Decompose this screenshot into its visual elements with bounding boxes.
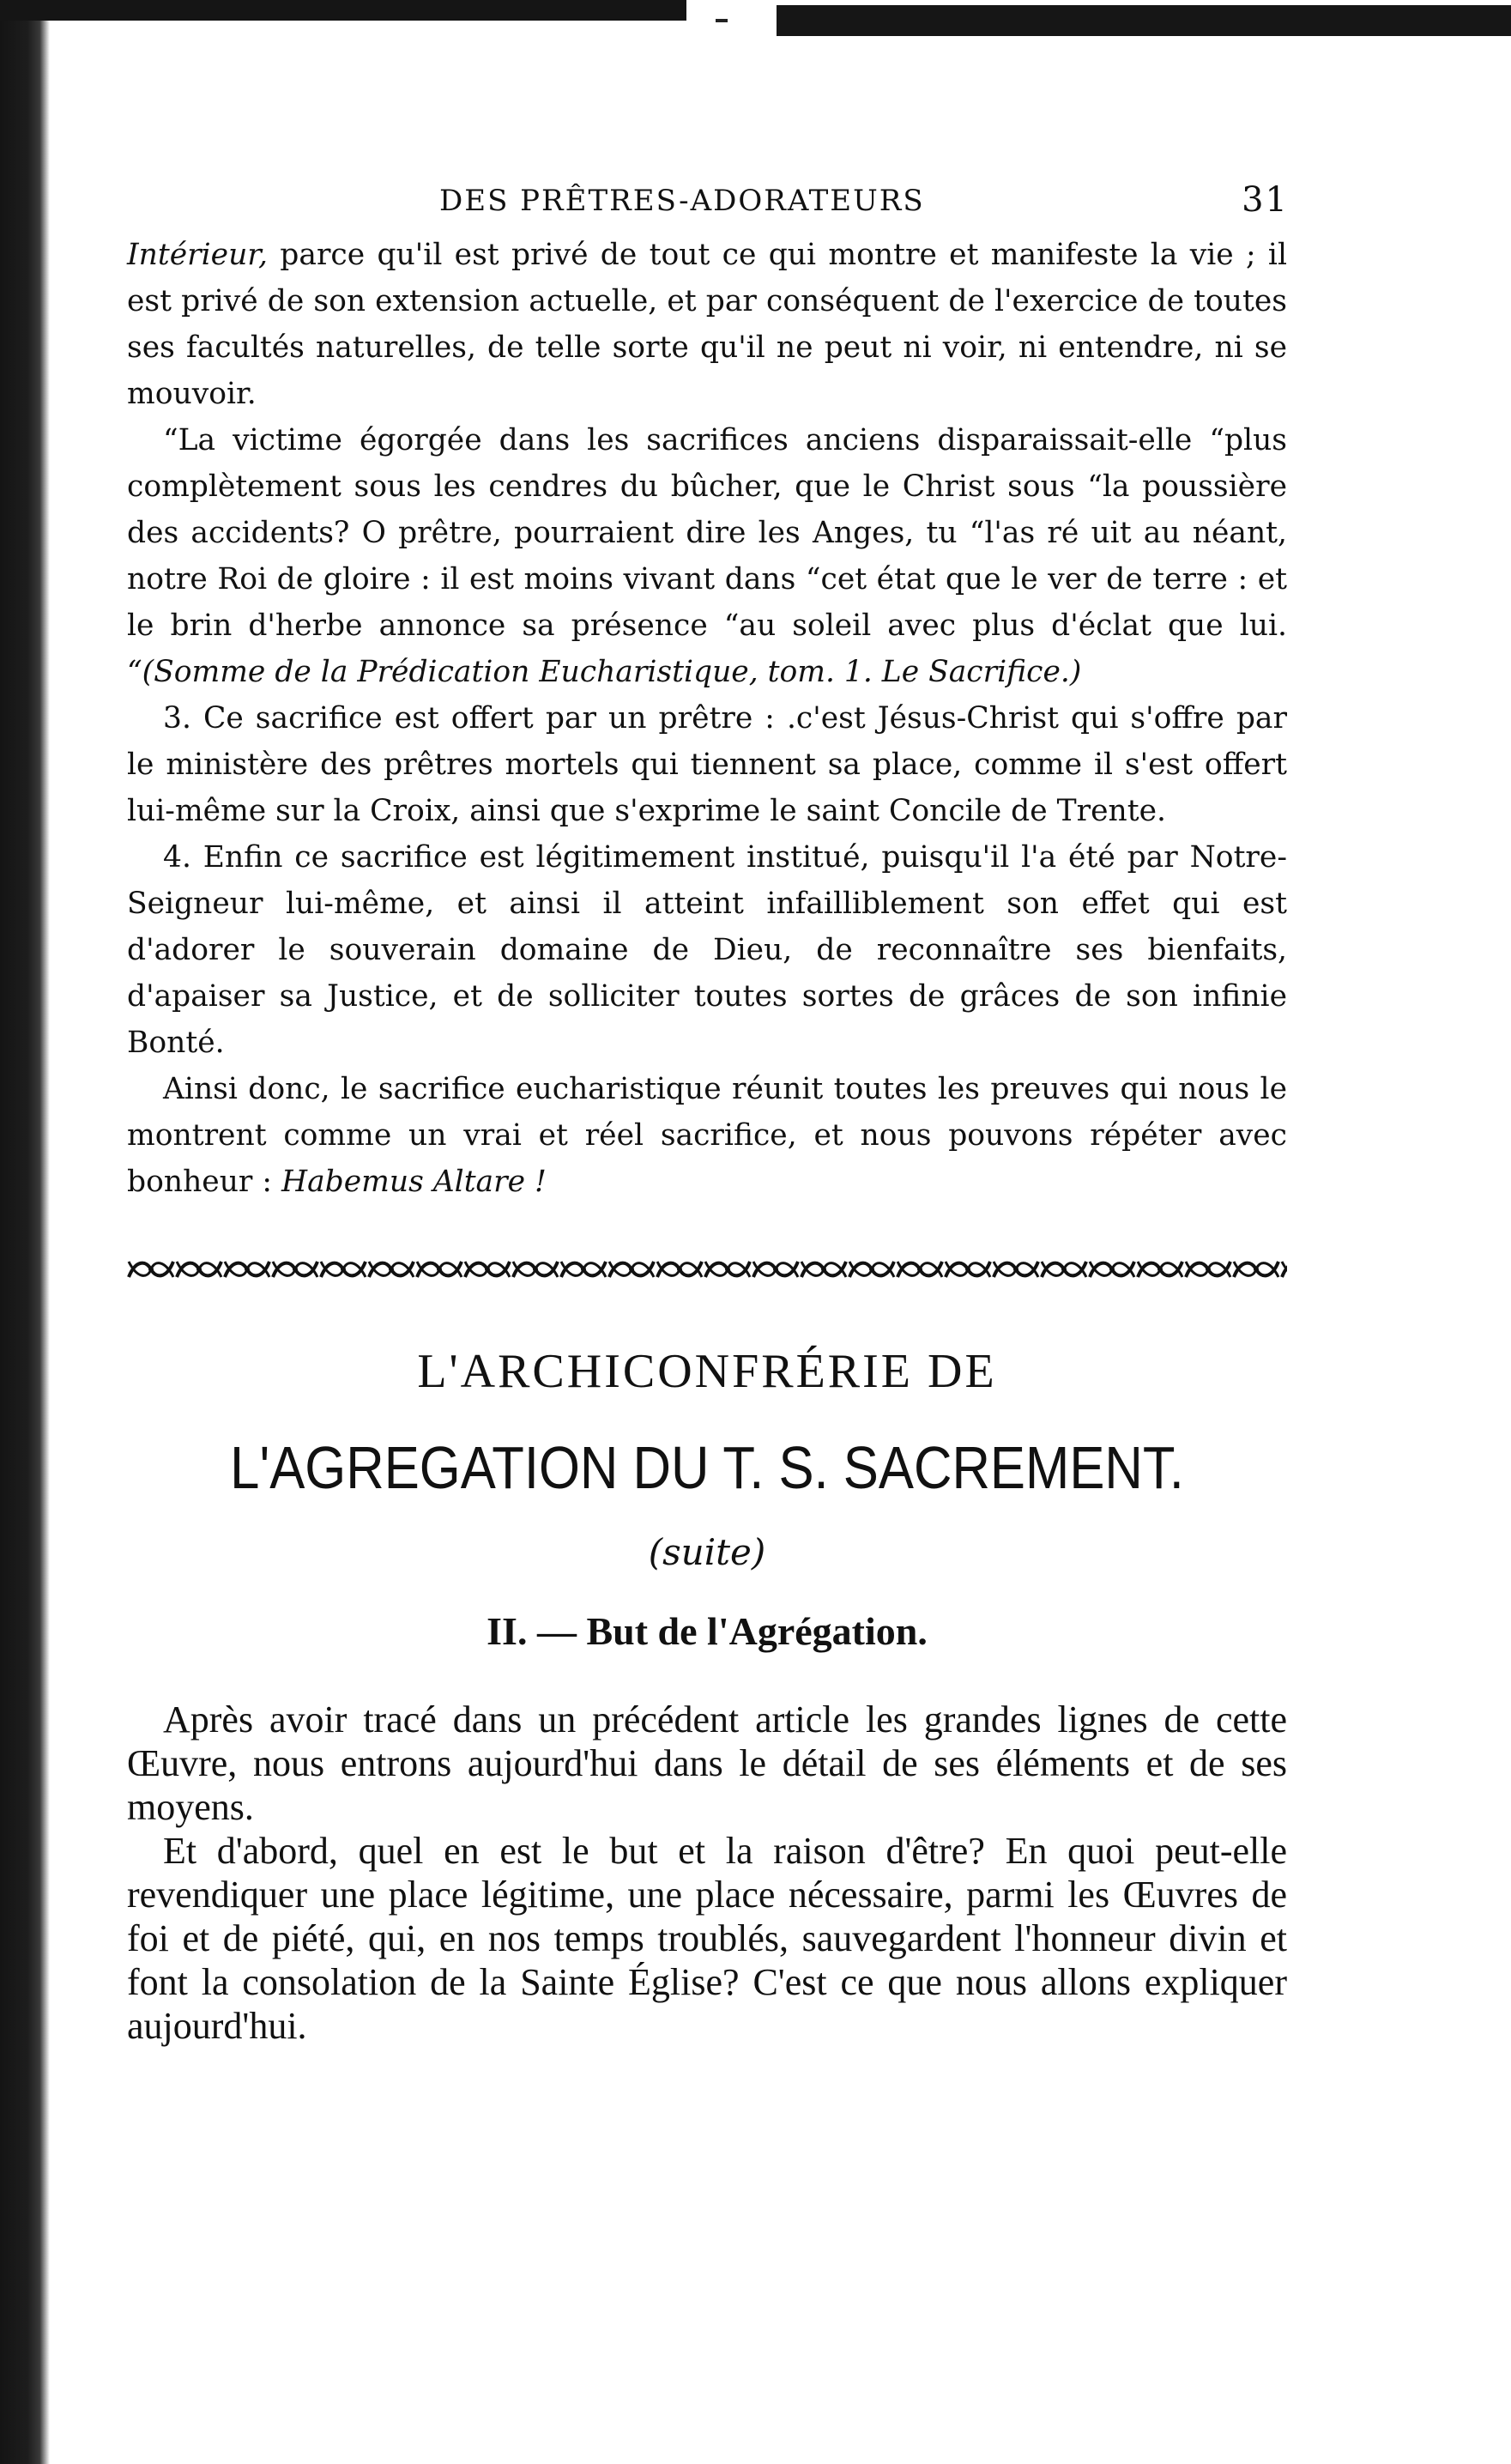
page (127, 172, 1287, 2048)
page-number: 31 (1242, 180, 1289, 220)
paragraph-4: 4. Enfin ce sacrifice est légitimement institué, puisqu'il l'a été par Notre-Seigneur lui-même, et ainsi il atteint infailliblement son effet qui est d'adorer le souverain domaine de Dieu, de reconnaître ses bienfaits, d'apaiser sa Justice, et de solliciter toutes sortes de grâces de son infinie Bonté. (127, 840, 1287, 1060)
section-2-text (127, 1698, 1287, 2048)
scan-edge-left (0, 0, 50, 2464)
heading-suite: (suite) (648, 1531, 766, 1573)
quotation-paragraph (127, 417, 1287, 695)
italic-word: Intérieur, (127, 238, 268, 272)
paragraph-text: parce qu'il est privé de tout ce qui montre et manifeste la vie ; il est privé de son extension actuelle, et par conséquent de l'exercice de toutes ses facultés naturelles, de telle sorte qu'il ne peut ni voir, ni entendre, ni se mouvoir. (127, 238, 1287, 411)
latin-phrase: Habemus Altare ! (281, 1165, 547, 1199)
scan-mark (716, 19, 728, 22)
paragraph (127, 232, 1287, 417)
section-1-text (127, 232, 1287, 1205)
running-head-title: DES PRÊTRES-ADORATEURS (439, 184, 925, 218)
paragraph-3: 3. Ce sacrifice est offert par un prêtre : .c'est Jésus-Christ qui s'offre par le ministère des prêtres mortels qui tiennent sa place, comme il s'est offert lui-même sur la Croix, ainsi que s'exprime le saint Concile de Trente. (127, 701, 1287, 828)
ornament-divider (127, 1255, 1287, 1284)
scan-edge-top-right (777, 5, 1511, 36)
running-head (127, 172, 1287, 223)
paragraph: Après avoir tracé dans un précédent article les grandes lignes de cette Œuvre, nous entrons aujourd'hui dans le détail de ses éléments et de ses moyens. (127, 1698, 1287, 1828)
paragraph: Et d'abord, quel en est le but et la raison d'être? En quoi peut-elle revendiquer une place légitime, une place nécessaire, parmi les Œuvres de foi et de piété, qui, en nos temps troublés, sauvegardent l'honneur divin et font la consolation de la Sainte Église? C'est ce que nous allons expliquer aujourd'hui. (127, 1830, 1287, 2047)
paragraph-5 (127, 1066, 1287, 1205)
scan-edge-top-left (0, 0, 686, 21)
heading-archiconfrerie: L'ARCHICONFRÉRIE DE (417, 1345, 997, 1398)
quotation-text: “La victime égorgée dans les sacrifices anciens disparaissait-elle “plus complètement sous les cendres du bûcher, que le Christ sous “la poussière des accidents? O prêtre, pourraient dire les Anges, tu “l'as ré uit au néant, notre Roi de gloire : il est moins vivant dans “cet état que le ver de terre : et le brin d'herbe annonce sa présence “au soleil avec plus d'éclat que lui. (127, 423, 1287, 643)
ornament-band-icon (127, 1255, 1287, 1284)
paragraph-text: Ainsi donc, le sacrifice eucharistique réunit toutes les preuves qui nous le montrent comme un vrai et réel sacrifice, et nous pouvons répéter avec bonheur : (127, 1072, 1287, 1199)
citation: “(Somme de la Prédication Eucharistique, tom. 1. Le Sacrifice.) (127, 655, 1082, 689)
heading-agregation: L'AGREGATION DU T. S. SACREMENT. (230, 1434, 1184, 1501)
heading-but: II. — But de l'Agrégation. (487, 1609, 928, 1653)
